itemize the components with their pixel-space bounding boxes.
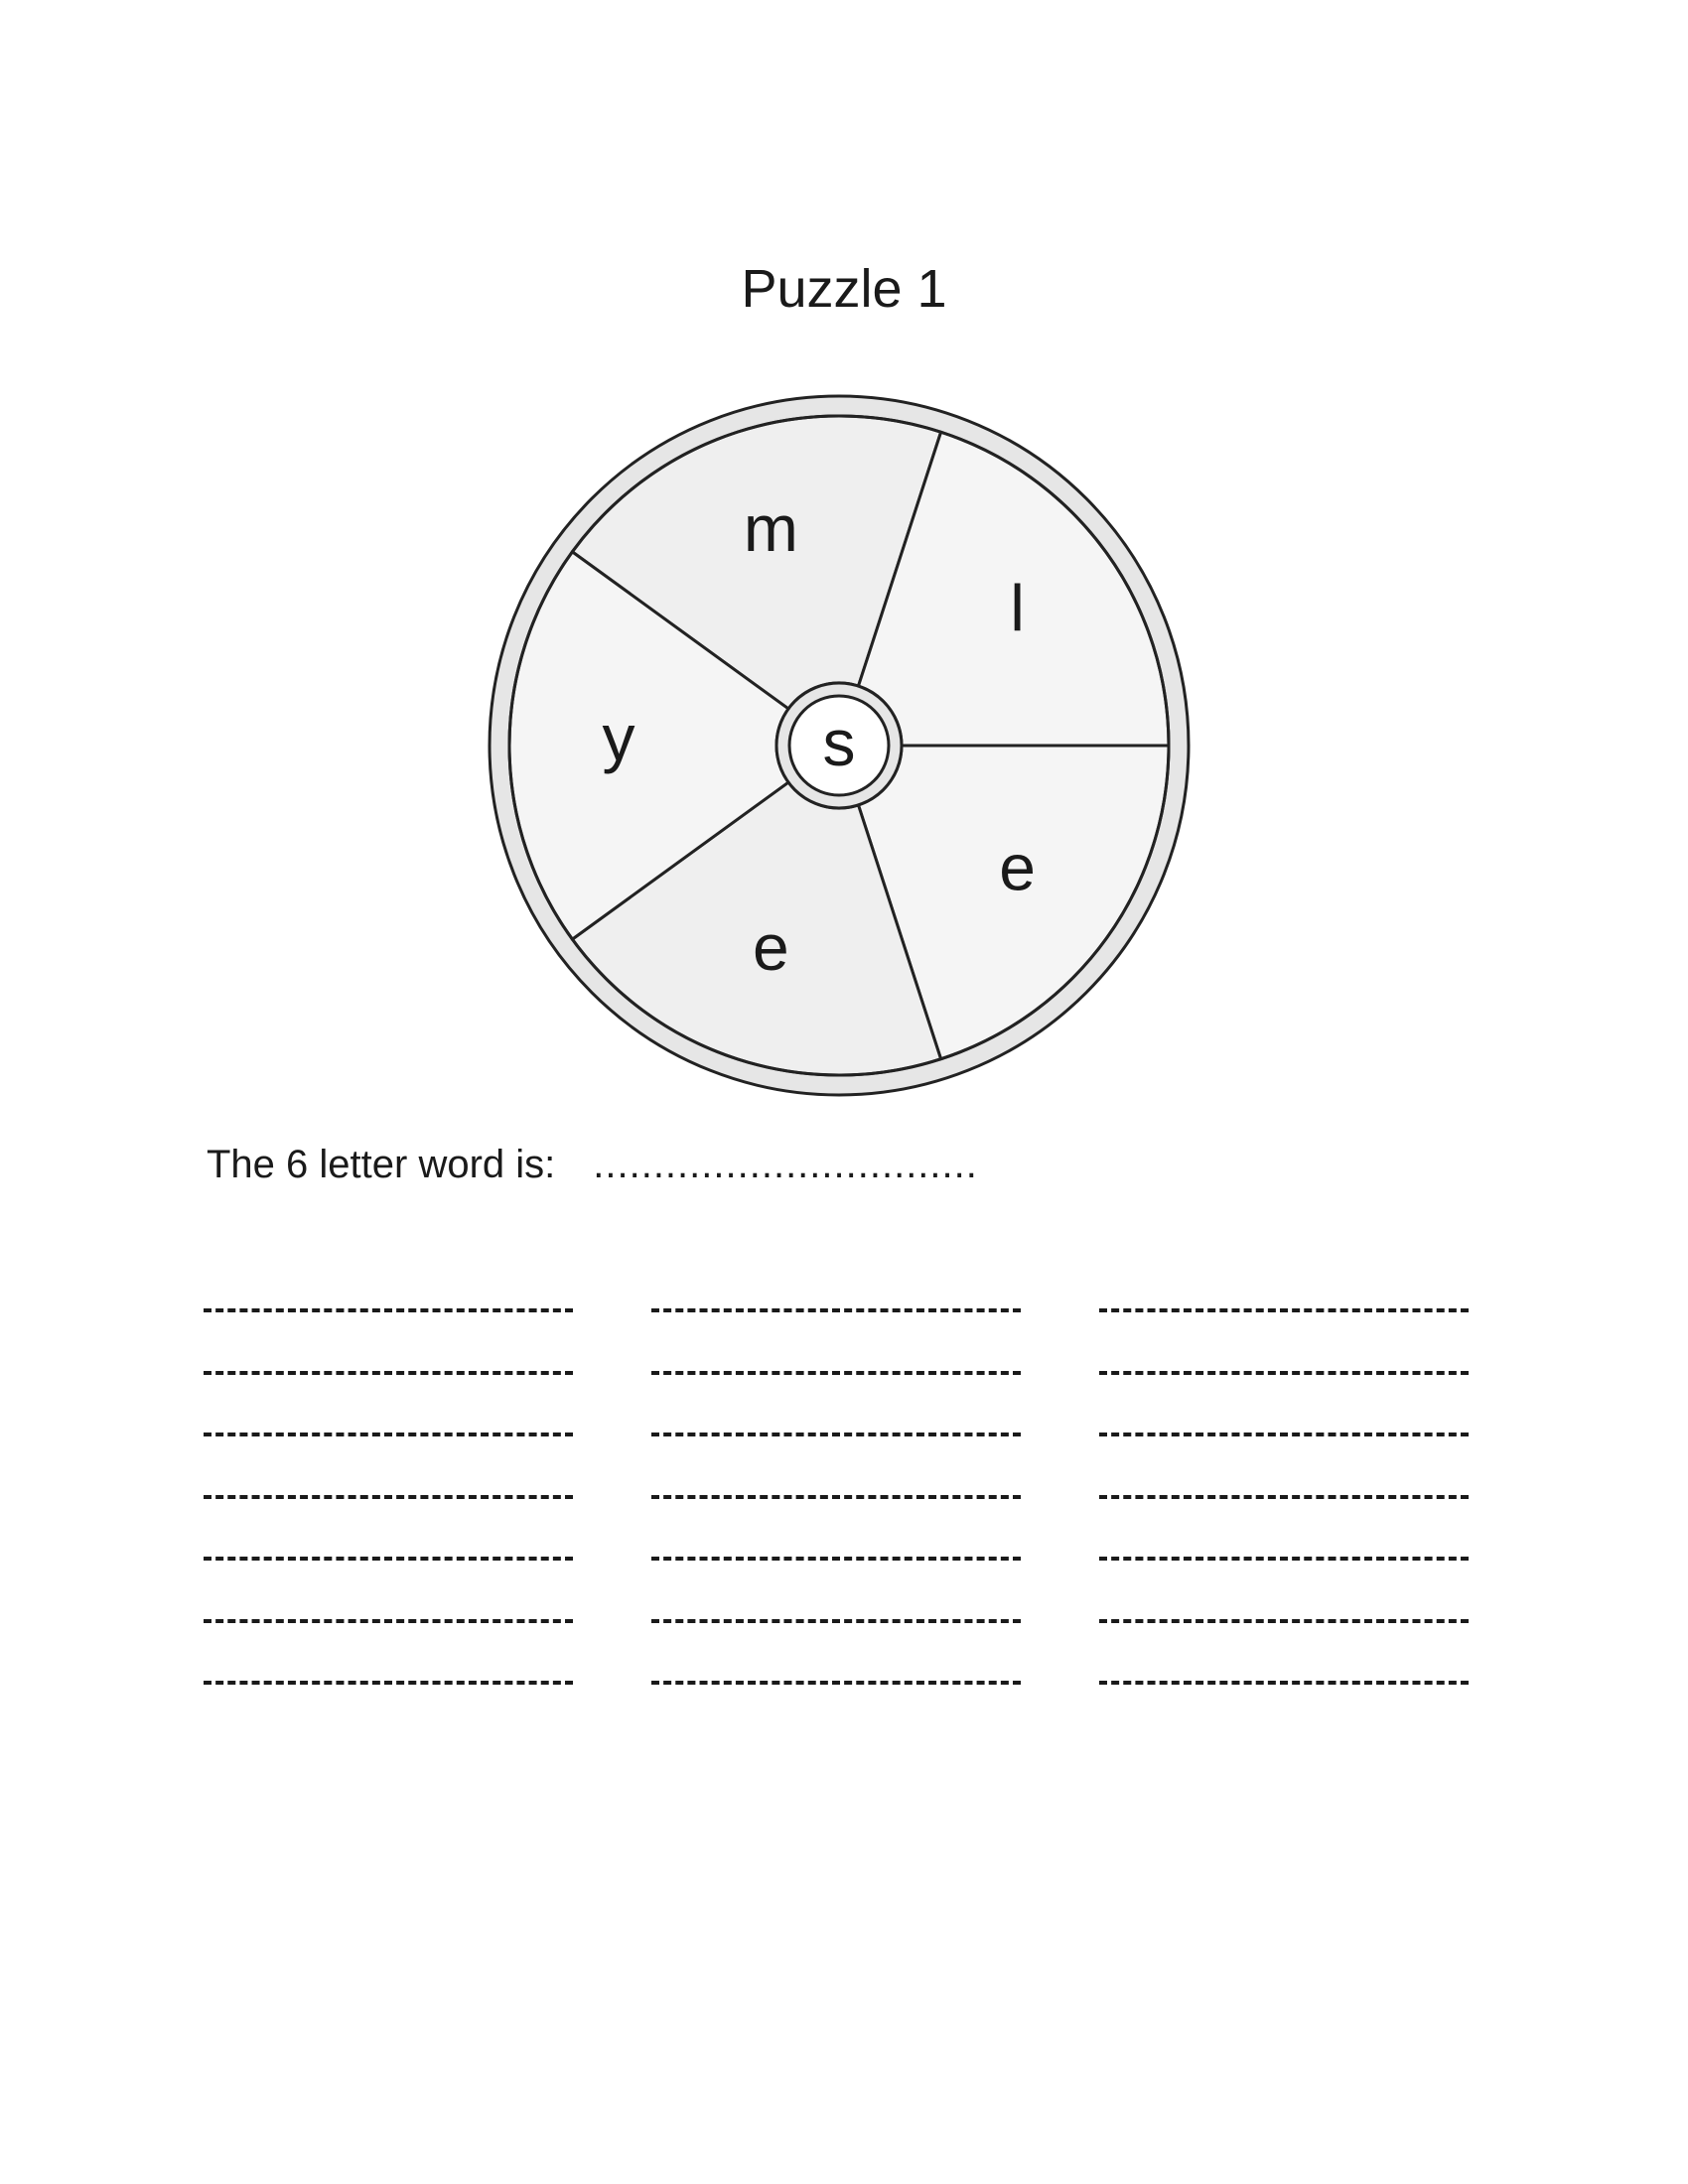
answer-line[interactable] — [1099, 1557, 1469, 1561]
segment-letter: e — [753, 910, 789, 985]
puzzle-title: Puzzle 1 — [741, 259, 947, 319]
segment-letter: e — [999, 830, 1036, 904]
segment-letter: m — [743, 490, 798, 565]
answer-line[interactable] — [1099, 1495, 1469, 1499]
answer-line[interactable] — [651, 1308, 1021, 1312]
center-letter: s — [822, 706, 856, 779]
prompt-label: The 6 letter word is: — [207, 1143, 556, 1186]
answer-line[interactable] — [651, 1619, 1021, 1623]
segment-letter: l — [1010, 571, 1025, 645]
letter-wheel — [487, 393, 1192, 1098]
answer-line[interactable] — [204, 1371, 573, 1375]
answer-blank[interactable]: ................................ — [593, 1143, 978, 1186]
answer-line[interactable] — [651, 1557, 1021, 1561]
answer-line[interactable] — [1099, 1619, 1469, 1623]
answer-line[interactable] — [1099, 1681, 1469, 1685]
answer-line[interactable] — [204, 1495, 573, 1499]
answer-line[interactable] — [204, 1557, 573, 1561]
letter-wheel-graphic — [487, 393, 1192, 1098]
answer-prompt — [207, 1140, 978, 1189]
answer-line[interactable] — [651, 1681, 1021, 1685]
segment-letter: y — [602, 701, 635, 774]
answer-line[interactable] — [651, 1371, 1021, 1375]
answer-line[interactable] — [204, 1433, 573, 1436]
answer-line[interactable] — [204, 1681, 573, 1685]
answer-line[interactable] — [204, 1619, 573, 1623]
answer-line[interactable] — [1099, 1371, 1469, 1375]
answer-line[interactable] — [204, 1308, 573, 1312]
answer-line[interactable] — [1099, 1433, 1469, 1436]
answer-lines-grid — [204, 1308, 1484, 1725]
answer-line[interactable] — [651, 1495, 1021, 1499]
answer-line[interactable] — [1099, 1308, 1469, 1312]
answer-line[interactable] — [651, 1433, 1021, 1436]
